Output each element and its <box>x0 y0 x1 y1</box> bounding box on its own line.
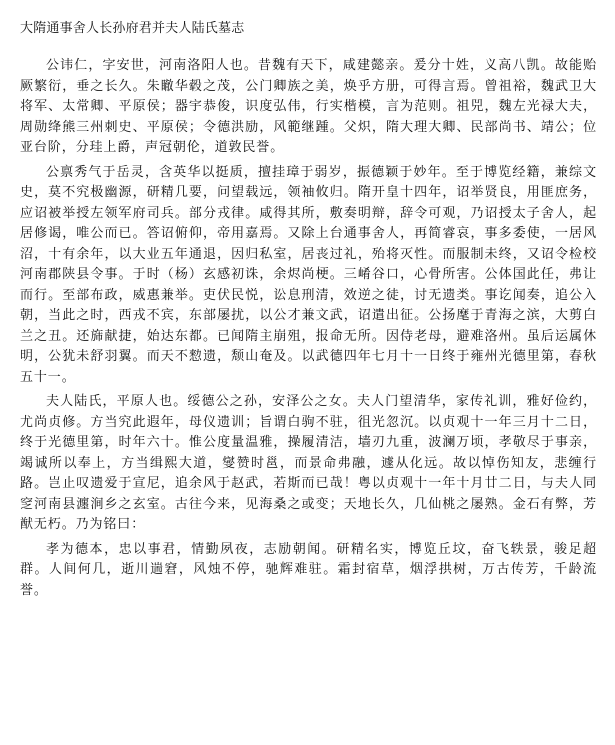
paragraph-career: 公禀秀气于岳灵，含英华以挺质，擅挂璋于弱岁，振德颖于妙年。至于博览经籍，兼综文史，莫不究极幽源，研精几要，问望载远，领袖攸归。隋开皇十四年，诏举贤良，用匪庶务，应诏被举授左领军府司兵。部分戎律。咸得其所，敷奏明辩，辞令可观，乃诏授太子舍人，起居修谒，唯公而已。答诏俯仰，帝用嘉焉。又除上台通事舍人，再简睿哀，事多委使，一居风沼，十有余年，以大业五年通退，因归私室，居丧过礼，殆将灭性。而服制未终，又诏令检校河南郡陕县令事。于时（杨）玄感初诛，余烬尚梗。三崤谷口，心骨所害。公体国此任，弗让而行。至部布政，威惠兼举。吏伏民悦，讼息刑清，效逆之徒，讨无遗类。事讫闻奏，追公入朝，当此之时，西戎不宾，东部屡扰，以公才兼文武，诏遣出征。公扬麾于青海之滨，大剪白兰之丑。还旆献捷，始达东都。已闻隋主崩殂，报命无所。因侍老母，避难洛州。虽后运属休明，公犹未舒羽翼。而天不愸遗，颓山奄及。以武德四年七月十一日终于雍州光德里第，春秋五十一。 <box>20 164 597 385</box>
paragraph-inscription: 孝为德本，忠以事君，情勤夙夜，志励朝闻。研精名实，博览丘坟，奋飞轶景，骏足超群。人间何几，逝川遄窘，风烛不停，驰辉难驻。霜封宿草，烟浮拱树，万古传芳，千龄流誉。 <box>20 541 597 598</box>
paragraph-wife: 夫人陆氏，平原人也。绥德公之孙，安泽公之女。夫人门望清华，家传礼训，雅好俭约，尤尚贞修。方当究此遐年，母仪遗训；旨谓白驹不驻，徂光忽沉。以贞观十一年三月十二日，终于光德里第，时年六十。惟公度量温雅，操履清洁，墙刃九重，波澜万顷，孝敬尽于事亲，竭诚所以奉上，方当缉熙大道，燮赞时邕，而景命弗融，遽从化远。故以悼伤知友，悲缠行路。岂止叹遗爱于宣尼，追余风于赵武，若斯而已哉！粤以贞观十一年十月廿二日，与夫人同窆河南县瀍涧乡之玄室。古往今来，见海桑之或变；天地长久，几仙桃之屡熟。金石有弊，芳猷无朽。乃为铭曰： <box>20 394 597 532</box>
document-title: 大隋通事舍人长孙府君并夫人陆氏墓志 <box>20 21 245 36</box>
paragraph-biography: 公讳仁，字安世，河南洛阳人也。昔魏有天下，咸建懿亲。爰分十姓，义高八凯。故能贻厥繁衍，垂之长久。朱瞮华毂之茂，公门卿族之美，焕乎方册，可得言焉。曾祖裕，魏武卫大将军、太常卿、平原侯；器宇恭俊，识度弘伟，行实楷模，言为范则。祖兕，魏左光禄大夫，周勋绛熊三州刺史、平原侯；令德洪励，风範继踵。父炽，隋大理大卿、民部尚书、靖公；位亚台阶，分珪上爵，声冠朝伦，道敦民誉。 <box>20 58 597 155</box>
